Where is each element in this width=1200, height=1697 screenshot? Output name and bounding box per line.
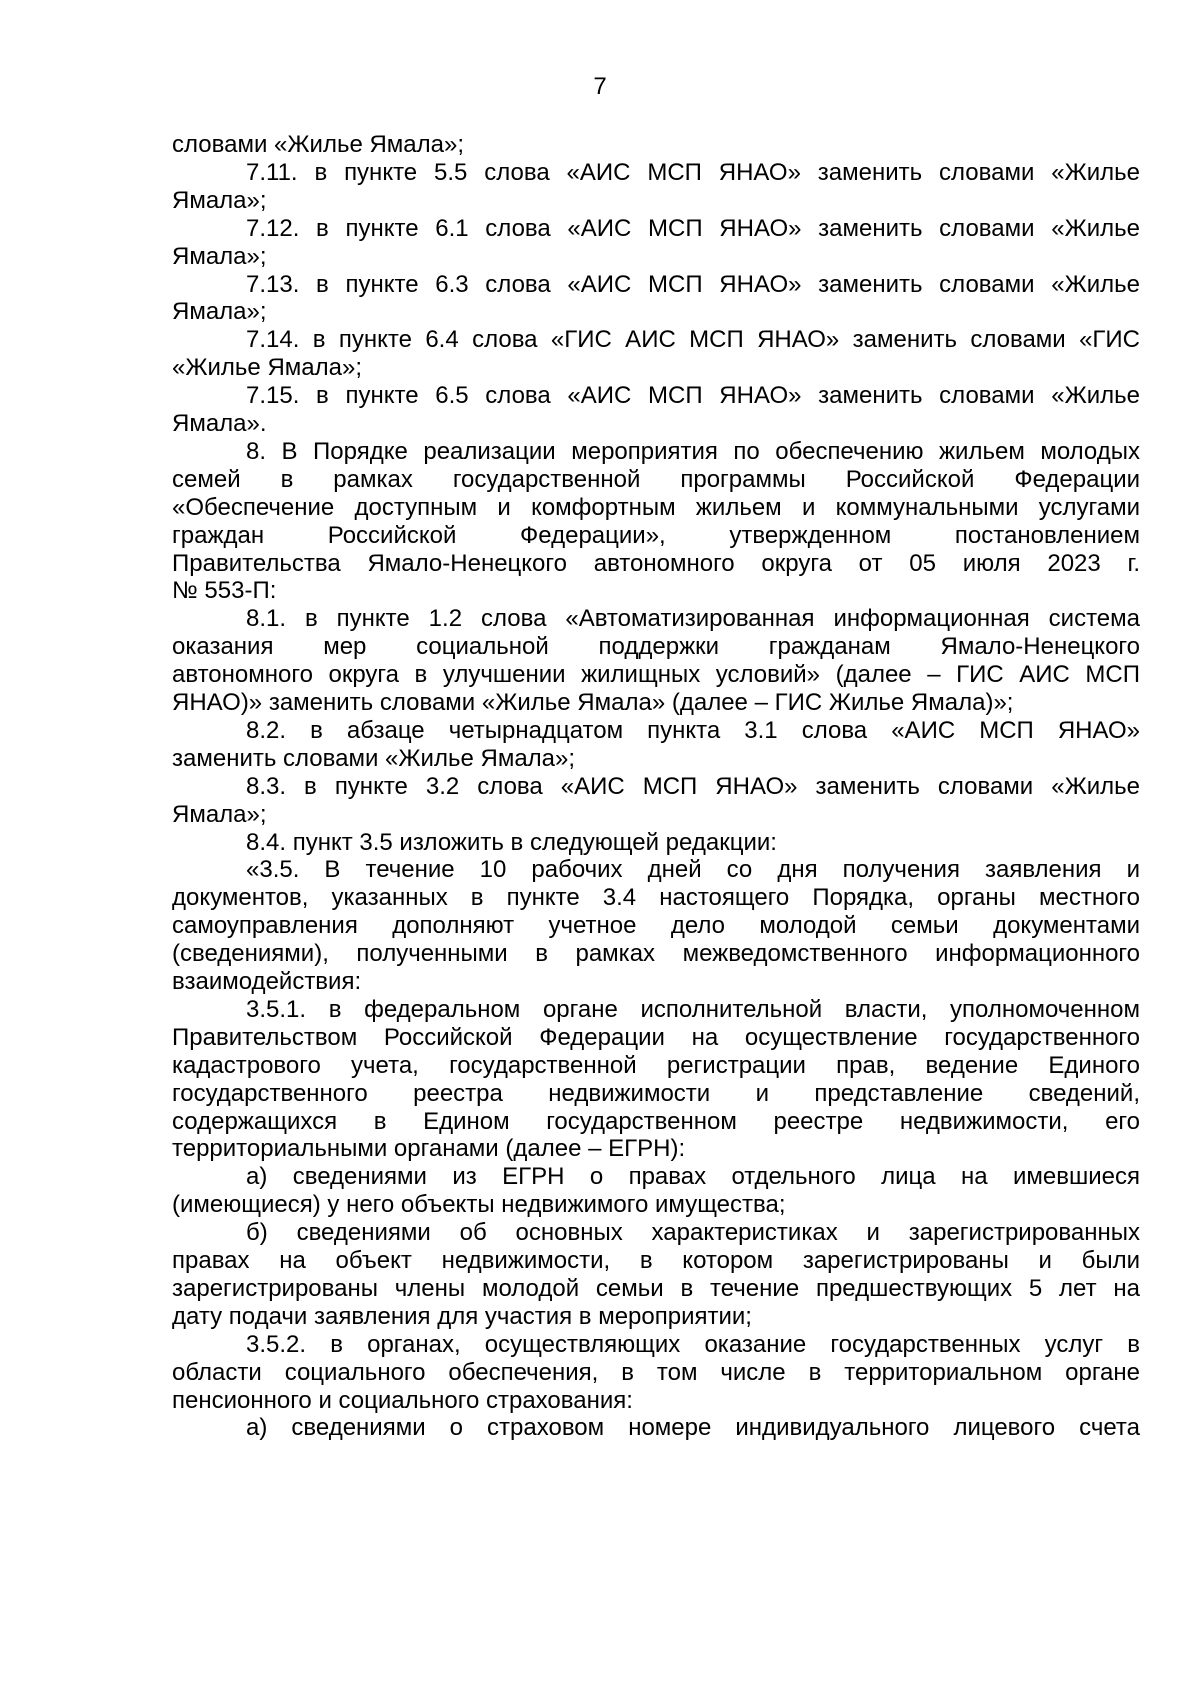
text-line: 7.14. в пункте 6.4 слова «ГИС АИС МСП ЯНАО» заменить словами «ГИС: [246, 326, 1140, 354]
text-line: Ямала»;: [172, 186, 267, 214]
text-line: а) сведениями из ЕГРН о правах отдельного лица на имевшиеся: [246, 1163, 1140, 1191]
text-line: 7.13. в пункте 6.3 слова «АИС МСП ЯНАО» заменить словами «Жилье: [246, 270, 1140, 298]
text-line: 7.15. в пункте 6.5 слова «АИС МСП ЯНАО» заменить словами «Жилье: [246, 382, 1140, 410]
text-line: 8.4. пункт 3.5 изложить в следующей редакции:: [246, 828, 777, 856]
text-line: автономного округа в улучшении жилищных условий» (далее – ГИС АИС МСП: [172, 661, 1140, 689]
text-line: области социального обеспечения, в том числе в территориальном органе: [172, 1358, 1140, 1386]
text-line: кадастрового учета, государственной регистрации прав, ведение Единого: [172, 1051, 1140, 1079]
text-line: Ямала»;: [172, 800, 267, 828]
text-line: (имеющиеся) у него объекты недвижимого имущества;: [172, 1191, 786, 1219]
text-line: «3.5. В течение 10 рабочих дней со дня получения заявления и: [246, 856, 1140, 884]
text-line: 7.12. в пункте 6.1 слова «АИС МСП ЯНАО» заменить словами «Жилье: [246, 214, 1140, 242]
text-line: ЯНАО)» заменить словами «Жилье Ямала» (далее – ГИС Жилье Ямала)»;: [172, 689, 1014, 716]
text-line: 8.2. в абзаце четырнадцатом пункта 3.1 слова «АИС МСП ЯНАО»: [246, 716, 1140, 744]
text-line: семей в рамках государственной программы Российской Федерации: [172, 465, 1140, 493]
text-line: № 553-П:: [172, 577, 277, 605]
text-line: территориальными органами (далее – ЕГРН):: [172, 1135, 686, 1163]
text-line: самоуправления дополняют учетное дело молодой семьи документами: [172, 912, 1140, 940]
text-line: оказания мер социальной поддержки гражданам Ямало-Ненецкого: [172, 633, 1140, 661]
text-line: 8.3. в пункте 3.2 слова «АИС МСП ЯНАО» заменить словами «Жилье: [246, 772, 1140, 800]
text-line: взаимодействия:: [172, 968, 362, 995]
text-line: Ямала».: [172, 410, 267, 437]
text-line: Ямала»;: [172, 242, 267, 270]
text-line: дату подачи заявления для участия в мероприятии;: [172, 1302, 752, 1330]
text-line: 8. В Порядке реализации мероприятия по обеспечению жильем молодых: [246, 437, 1140, 465]
text-line: 7.11. в пункте 5.5 слова «АИС МСП ЯНАО» заменить словами «Жилье: [246, 158, 1140, 186]
text-line: документов, указанных в пункте 3.4 настоящего Порядка, органы местного: [172, 884, 1140, 912]
text-line: граждан Российской Федерации», утвержденном постановлением: [172, 521, 1140, 549]
page-number: 7: [593, 73, 607, 100]
text-line: Ямала»;: [172, 298, 267, 326]
text-line: заменить словами «Жилье Ямала»;: [172, 744, 576, 772]
text-line: пенсионного и социального страхования:: [172, 1386, 633, 1414]
text-line: б) сведениями об основных характеристиках и зарегистрированных: [246, 1219, 1140, 1247]
text-line: а) сведениями о страховом номере индивидуального лицевого счета: [246, 1414, 1140, 1442]
text-line: Правительством Российской Федерации на осуществление государственного: [172, 1023, 1140, 1051]
text-line: 8.1. в пункте 1.2 слова «Автоматизированная информационная система: [246, 605, 1140, 633]
text-line: словами «Жилье Ямала»;: [172, 131, 465, 158]
text-line: зарегистрированы члены молодой семьи в течение предшествующих 5 лет на: [172, 1274, 1140, 1302]
text-line: «Обеспечение доступным и комфортным жильем и коммунальными услугами: [172, 493, 1140, 521]
text-line: (сведениями), полученными в рамках межведомственного информационного: [172, 940, 1140, 968]
text-line: Правительства Ямало-Ненецкого автономного округа от 05 июля 2023 г.: [172, 549, 1140, 577]
text-line: 3.5.2. в органах, осуществляющих оказание государственных услуг в: [246, 1330, 1140, 1358]
text-line: «Жилье Ямала»;: [172, 354, 362, 382]
text-line: 3.5.1. в федеральном органе исполнительной власти, уполномоченном: [246, 995, 1140, 1023]
text-line: правах на объект недвижимости, в котором зарегистрированы и были: [172, 1247, 1140, 1274]
text-line: содержащихся в Едином государственном реестре недвижимости, его: [172, 1107, 1140, 1135]
text-line: государственного реестра недвижимости и представление сведений,: [172, 1079, 1140, 1107]
